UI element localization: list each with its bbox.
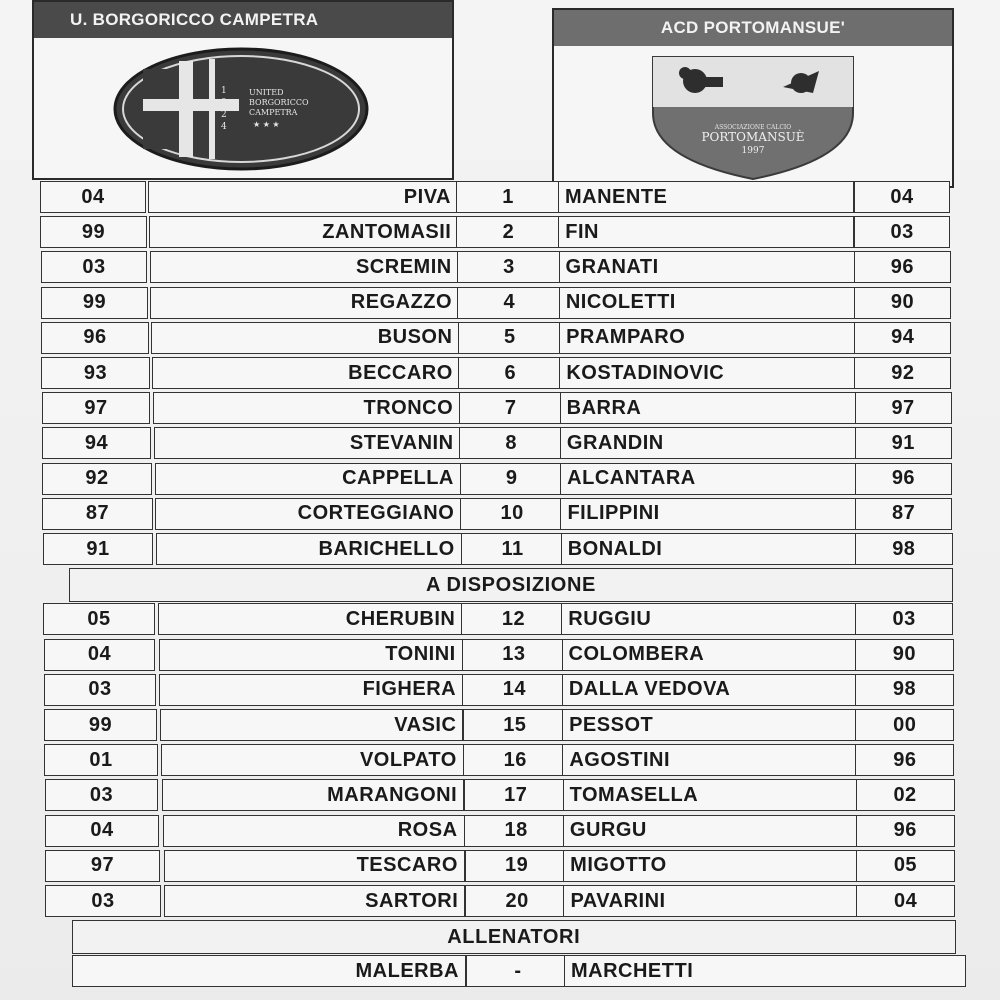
shirt-number: 18 bbox=[464, 815, 568, 847]
home-player-name: VOLPATO bbox=[161, 744, 464, 776]
away-birth-year: 04 bbox=[856, 885, 956, 917]
table-row bbox=[0, 427, 1000, 461]
away-player-name: RUGGIU bbox=[561, 603, 857, 635]
table-row bbox=[0, 709, 1000, 743]
away-birth-year: 90 bbox=[854, 287, 951, 319]
home-player-name: SARTORI bbox=[164, 885, 465, 917]
away-birth-year: 91 bbox=[855, 427, 952, 459]
away-birth-year: 00 bbox=[855, 709, 954, 741]
shirt-number: 11 bbox=[461, 533, 565, 565]
home-player-name: TONINI bbox=[159, 639, 463, 671]
home-birth-year: 97 bbox=[45, 850, 160, 882]
shirt-number: 3 bbox=[457, 251, 561, 283]
table-row bbox=[0, 357, 1000, 391]
away-coach-name: MARCHETTI bbox=[564, 955, 966, 987]
home-player-name: CORTEGGIANO bbox=[155, 498, 461, 530]
home-birth-year: 87 bbox=[42, 498, 152, 530]
away-player-name: PAVARINI bbox=[563, 885, 859, 917]
table-row bbox=[0, 322, 1000, 356]
away-birth-year: 03 bbox=[855, 603, 953, 635]
home-birth-year: 03 bbox=[45, 885, 160, 917]
home-birth-year: 96 bbox=[41, 322, 149, 354]
away-player-name: ALCANTARA bbox=[560, 463, 856, 495]
svg-text:UNITED: UNITED bbox=[249, 88, 284, 97]
home-crest-year: 1 bbox=[221, 86, 227, 96]
home-player-name: PIVA bbox=[148, 181, 458, 213]
svg-text:ASSOCIAZIONE CALCIO: ASSOCIAZIONE CALCIO bbox=[714, 124, 792, 131]
away-birth-year: 05 bbox=[856, 850, 955, 882]
home-player-name: BUSON bbox=[151, 322, 459, 354]
coaches-heading: ALLENATORI bbox=[72, 920, 956, 954]
away-birth-year: 04 bbox=[854, 181, 950, 213]
away-player-name: NICOLETTI bbox=[559, 287, 855, 319]
table-row bbox=[0, 779, 1000, 813]
shirt-number: 5 bbox=[458, 322, 562, 354]
away-player-name: PESSOT bbox=[562, 709, 858, 741]
away-shield-icon bbox=[643, 51, 863, 181]
home-team-logo bbox=[34, 38, 452, 178]
away-player-name: KOSTADINOVIC bbox=[559, 357, 855, 389]
home-birth-year: 99 bbox=[41, 287, 148, 319]
home-player-name: CHERUBIN bbox=[158, 603, 463, 635]
svg-text:2: 2 bbox=[221, 110, 227, 120]
home-birth-year: 97 bbox=[42, 392, 151, 424]
shirt-number: 10 bbox=[460, 498, 564, 530]
home-birth-year: 03 bbox=[45, 779, 159, 811]
shirt-number: 17 bbox=[464, 779, 568, 811]
shirt-number: 16 bbox=[463, 744, 567, 776]
home-team-box bbox=[32, 0, 454, 180]
home-player-name: STEVANIN bbox=[154, 427, 461, 459]
away-player-name: BARRA bbox=[560, 392, 856, 424]
svg-text:1997: 1997 bbox=[741, 146, 765, 156]
away-birth-year: 87 bbox=[855, 498, 953, 530]
svg-text:PORTOMANSUÈ: PORTOMANSUÈ bbox=[701, 130, 805, 144]
away-player-name: MIGOTTO bbox=[563, 850, 859, 882]
shirt-number: 15 bbox=[463, 709, 567, 741]
away-birth-year: 92 bbox=[854, 357, 951, 389]
shirt-number: 19 bbox=[465, 850, 569, 882]
shirt-number: 8 bbox=[459, 427, 563, 459]
home-player-name: TESCARO bbox=[164, 850, 465, 882]
table-row bbox=[0, 216, 1000, 250]
table-row bbox=[0, 533, 1000, 567]
shirt-number: 7 bbox=[459, 392, 563, 424]
away-player-name: GRANATI bbox=[559, 251, 855, 283]
table-row bbox=[0, 639, 1000, 673]
away-birth-year: 96 bbox=[854, 251, 950, 283]
home-player-name: REGAZZO bbox=[150, 287, 459, 319]
away-birth-year: 97 bbox=[855, 392, 952, 424]
home-birth-year: 99 bbox=[40, 216, 146, 248]
table-row bbox=[0, 674, 1000, 708]
away-birth-year: 96 bbox=[855, 744, 954, 776]
away-birth-year: 94 bbox=[854, 322, 951, 354]
away-birth-year: 98 bbox=[855, 674, 954, 706]
coach-separator: - bbox=[466, 955, 570, 987]
home-crest-icon bbox=[113, 43, 373, 173]
shirt-number: 9 bbox=[460, 463, 564, 495]
table-row bbox=[0, 181, 1000, 215]
home-birth-year: 93 bbox=[41, 357, 149, 389]
home-birth-year: 03 bbox=[41, 251, 148, 283]
svg-text:★ ★ ★: ★ ★ ★ bbox=[253, 120, 280, 129]
away-player-name: FIN bbox=[558, 216, 854, 248]
shirt-number: 2 bbox=[456, 216, 560, 248]
home-player-name: BARICHELLO bbox=[156, 533, 461, 565]
away-team-box bbox=[552, 8, 954, 188]
away-player-name: COLOMBERA bbox=[562, 639, 858, 671]
shirt-number: 13 bbox=[462, 639, 566, 671]
home-player-name: CAPPELLA bbox=[155, 463, 461, 495]
svg-text:9: 9 bbox=[221, 98, 227, 108]
home-player-name: FIGHERA bbox=[159, 674, 463, 706]
shirt-number: 1 bbox=[456, 181, 560, 213]
home-player-name: ZANTOMASII bbox=[149, 216, 459, 248]
table-row bbox=[0, 850, 1000, 884]
table-row bbox=[0, 815, 1000, 849]
home-birth-year: 92 bbox=[42, 463, 152, 495]
svg-text:CAMPETRA: CAMPETRA bbox=[249, 108, 298, 117]
home-player-name: MARANGONI bbox=[162, 779, 464, 811]
home-coach-name: MALERBA bbox=[72, 955, 466, 987]
shirt-number: 14 bbox=[462, 674, 566, 706]
away-player-name: TOMASELLA bbox=[563, 779, 859, 811]
shirt-number: 4 bbox=[457, 287, 561, 319]
table-row bbox=[0, 392, 1000, 426]
away-player-name: FILIPPINI bbox=[560, 498, 856, 530]
table-row bbox=[0, 885, 1000, 919]
table-row bbox=[0, 744, 1000, 778]
away-team-name: ACD PORTOMANSUE' bbox=[554, 10, 952, 46]
home-birth-year: 94 bbox=[42, 427, 151, 459]
away-birth-year: 02 bbox=[856, 779, 955, 811]
shirt-number: 6 bbox=[458, 357, 562, 389]
away-birth-year: 96 bbox=[855, 463, 952, 495]
table-row bbox=[0, 498, 1000, 532]
away-birth-year: 96 bbox=[856, 815, 955, 847]
home-team-name: U. BORGORICCO CAMPETRA bbox=[34, 2, 452, 38]
away-player-name: AGOSTINI bbox=[562, 744, 858, 776]
away-player-name: DALLA VEDOVA bbox=[562, 674, 858, 706]
shirt-number: 12 bbox=[461, 603, 565, 635]
home-player-name: VASIC bbox=[160, 709, 463, 741]
away-player-name: PRAMPARO bbox=[559, 322, 855, 354]
away-player-name: GURGU bbox=[563, 815, 859, 847]
home-birth-year: 05 bbox=[43, 603, 154, 635]
table-row bbox=[0, 287, 1000, 321]
away-player-name: BONALDI bbox=[561, 533, 857, 565]
home-player-name: ROSA bbox=[163, 815, 465, 847]
away-birth-year: 90 bbox=[855, 639, 953, 671]
home-birth-year: 04 bbox=[45, 815, 159, 847]
home-birth-year: 99 bbox=[44, 709, 157, 741]
home-birth-year: 04 bbox=[44, 639, 156, 671]
svg-text:BORGORICCO: BORGORICCO bbox=[249, 98, 309, 107]
away-team-logo bbox=[554, 46, 952, 186]
table-row bbox=[0, 463, 1000, 497]
home-player-name: SCREMIN bbox=[150, 251, 459, 283]
coaches-row bbox=[0, 955, 1000, 989]
home-player-name: BECCARO bbox=[152, 357, 460, 389]
away-birth-year: 98 bbox=[855, 533, 953, 565]
home-birth-year: 04 bbox=[40, 181, 146, 213]
shirt-number: 20 bbox=[465, 885, 569, 917]
home-birth-year: 03 bbox=[44, 674, 156, 706]
home-birth-year: 01 bbox=[44, 744, 157, 776]
away-player-name: MANENTE bbox=[558, 181, 854, 213]
away-player-name: GRANDIN bbox=[560, 427, 856, 459]
table-row bbox=[0, 603, 1000, 637]
table-row bbox=[0, 251, 1000, 285]
home-player-name: TRONCO bbox=[153, 392, 460, 424]
home-birth-year: 91 bbox=[43, 533, 154, 565]
bench-heading: A DISPOSIZIONE bbox=[69, 568, 953, 602]
svg-text:4: 4 bbox=[221, 122, 227, 132]
away-birth-year: 03 bbox=[854, 216, 950, 248]
